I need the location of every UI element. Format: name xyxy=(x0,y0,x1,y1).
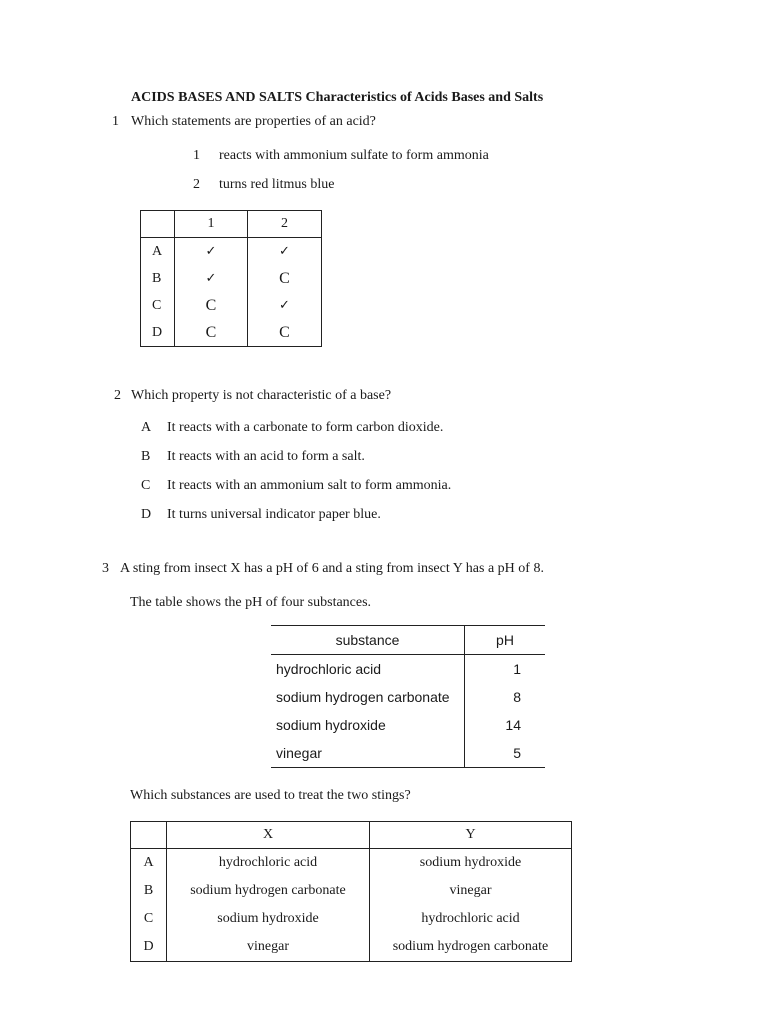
row-label: C xyxy=(131,905,167,933)
table-cell: vinegar xyxy=(167,933,370,962)
table-cell: ✓ xyxy=(175,238,248,266)
table-cell: hydrochloric acid xyxy=(167,849,370,878)
statement-1-number: 1 xyxy=(193,148,200,163)
question-3-answer-table xyxy=(130,821,572,962)
table-cell: C xyxy=(248,265,322,292)
substance-cell: sodium hydroxide xyxy=(271,711,465,739)
row-label: C xyxy=(141,292,175,319)
table-header-cell: 1 xyxy=(175,211,248,238)
table-row xyxy=(271,655,545,684)
table-cell: ✓ xyxy=(175,265,248,292)
question-2-number: 2 xyxy=(114,388,121,403)
table-header-row xyxy=(131,822,572,849)
table-row xyxy=(131,877,572,905)
row-label: A xyxy=(141,238,175,266)
table-row xyxy=(141,292,322,319)
table-cell: hydrochloric acid xyxy=(370,905,572,933)
option-c-letter: C xyxy=(141,478,151,493)
table-cell: ✓ xyxy=(248,292,322,319)
table-row xyxy=(141,265,322,292)
option-b-text: It reacts with an acid to form a salt. xyxy=(167,449,365,464)
table-row xyxy=(131,905,572,933)
question-1-answer-table xyxy=(140,210,322,347)
table-row xyxy=(141,238,322,266)
statement-1-text: reacts with ammonium sulfate to form ammonia xyxy=(219,148,489,163)
table-cell: C xyxy=(175,319,248,347)
ph-table xyxy=(271,625,545,768)
row-label: A xyxy=(131,849,167,878)
table-row xyxy=(141,319,322,347)
option-b-letter: B xyxy=(141,449,151,464)
table-row xyxy=(271,739,545,768)
table-header-cell: 2 xyxy=(248,211,322,238)
ph-cell: 1 xyxy=(513,661,521,677)
table-cell: C xyxy=(248,319,322,347)
question-1-number: 1 xyxy=(112,114,119,129)
question-3-number: 3 xyxy=(102,561,109,576)
page-title: ACIDS BASES AND SALTS Characteristics of Acids Bases and Salts xyxy=(131,90,544,105)
table-cell: sodium hydroxide xyxy=(370,849,572,878)
table-row xyxy=(131,933,572,962)
ph-cell: 8 xyxy=(513,689,521,705)
table-corner-cell xyxy=(141,211,175,238)
row-label: B xyxy=(141,265,175,292)
table-corner-cell xyxy=(131,822,167,849)
ph-cell: 5 xyxy=(465,739,546,768)
option-d-letter: D xyxy=(141,507,152,522)
table-header-cell: Y xyxy=(370,822,572,849)
substance-cell: hydrochloric acid xyxy=(271,655,465,684)
ph-cell: 14 xyxy=(505,717,521,733)
option-a-letter: A xyxy=(141,420,152,435)
table-row xyxy=(131,849,572,878)
row-label: D xyxy=(131,933,167,962)
table-cell: sodium hydrogen carbonate xyxy=(167,877,370,905)
table-cell: ✓ xyxy=(248,238,322,266)
option-a-text: It reacts with a carbonate to form carbon dioxide. xyxy=(167,420,444,435)
table-header-cell: substance xyxy=(271,626,465,655)
table-row xyxy=(271,683,545,711)
table-cell: sodium hydrogen carbonate xyxy=(370,933,572,962)
table-cell: C xyxy=(175,292,248,319)
table-header-cell: X xyxy=(167,822,370,849)
substance-cell: sodium hydrogen carbonate xyxy=(271,683,465,711)
option-c-text: It reacts with an ammonium salt to form ammonia. xyxy=(167,478,452,493)
table-header-cell: pH xyxy=(465,626,546,655)
statement-2-text: turns red litmus blue xyxy=(219,177,335,192)
substance-cell: vinegar xyxy=(271,739,465,768)
statement-2-number: 2 xyxy=(193,177,200,192)
table-header-row xyxy=(141,211,322,238)
question-1-text: Which statements are properties of an acid? xyxy=(131,114,376,129)
row-label: B xyxy=(131,877,167,905)
row-label: D xyxy=(141,319,175,347)
question-3-intro: The table shows the pH of four substances. xyxy=(130,595,372,610)
question-2-text: Which property is not characteristic of a base? xyxy=(131,388,392,403)
table-cell: vinegar xyxy=(370,877,572,905)
table-cell: sodium hydroxide xyxy=(167,905,370,933)
option-d-text: It turns universal indicator paper blue. xyxy=(167,507,381,522)
table-header-row xyxy=(271,626,545,655)
table-row xyxy=(271,711,545,739)
question-3-followup: Which substances are used to treat the two stings? xyxy=(130,788,411,803)
question-3-text: A sting from insect X has a pH of 6 and a sting from insect Y has a pH of 8. xyxy=(120,561,544,576)
